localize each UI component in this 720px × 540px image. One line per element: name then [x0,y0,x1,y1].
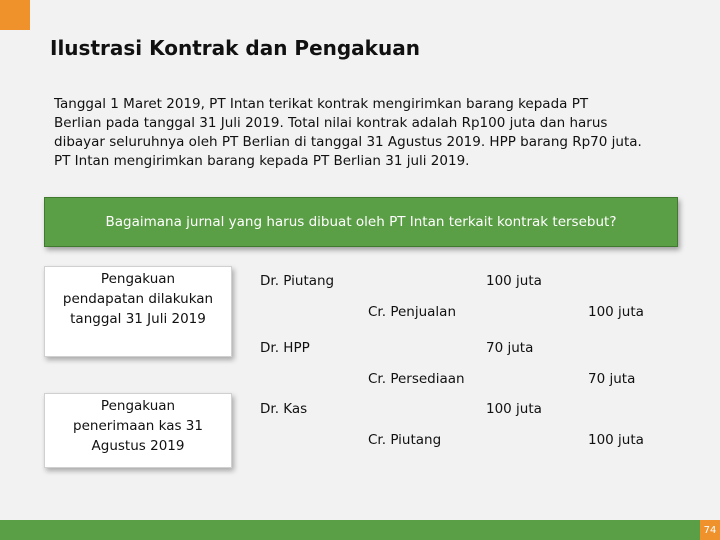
journal-amount-dr-piutang: 100 juta [486,273,542,289]
page-number [700,520,720,540]
card-line: Pengakuan [100,398,176,414]
card-line: pendapatan dilakukan [62,291,214,307]
question-box [44,197,678,247]
journal-amount-dr-kas: 100 juta [486,401,542,417]
card-line: penerimaan kas 31 [73,418,203,434]
footer-bar [0,520,720,540]
card-line: tanggal 31 Juli 2019 [70,311,206,327]
description-paragraph [54,95,669,171]
journal-amount-cr-persediaan: 70 juta [588,371,636,387]
journal-account-dr-piutang: Dr. Piutang [260,273,335,289]
slide-title: Ilustrasi Kontrak dan Pengakuan [50,36,420,60]
accent-square [0,0,30,30]
card-line: Pengakuan [100,271,176,287]
recognition-card-revenue [44,266,232,357]
journal-amount-dr-hpp: 70 juta [486,340,534,356]
recognition-card-cash [44,393,232,468]
paragraph-line: PT Intan mengirimkan barang kepada PT Berlian 31 juli 2019. [54,153,470,169]
journal-amount-cr-penjualan: 100 juta [588,304,644,320]
journal-account-cr-penjualan: Cr. Penjualan [368,304,457,320]
journal-account-dr-hpp: Dr. HPP [260,340,310,356]
journal-amount-cr-piutang: 100 juta [588,432,644,448]
journal-account-cr-piutang: Cr. Piutang [368,432,442,448]
journal-account-dr-kas: Dr. Kas [260,401,308,417]
journal-account-cr-persediaan: Cr. Persediaan [368,371,465,387]
paragraph-line: dibayar seluruhnya oleh PT Berlian di tanggal 31 Agustus 2019. HPP barang Rp70 juta. [54,134,642,150]
card-line: Agustus 2019 [91,438,185,454]
paragraph-line: Tanggal 1 Maret 2019, PT Intan terikat kontrak mengirimkan barang kepada PT [54,96,589,112]
question-text: Bagaimana jurnal yang harus dibuat oleh PT Intan terkait kontrak tersebut? [105,214,617,230]
paragraph-line: Berlian pada tanggal 31 Juli 2019. Total nilai kontrak adalah Rp100 juta dan harus [54,115,608,131]
page-number-text: 74 [703,524,717,536]
